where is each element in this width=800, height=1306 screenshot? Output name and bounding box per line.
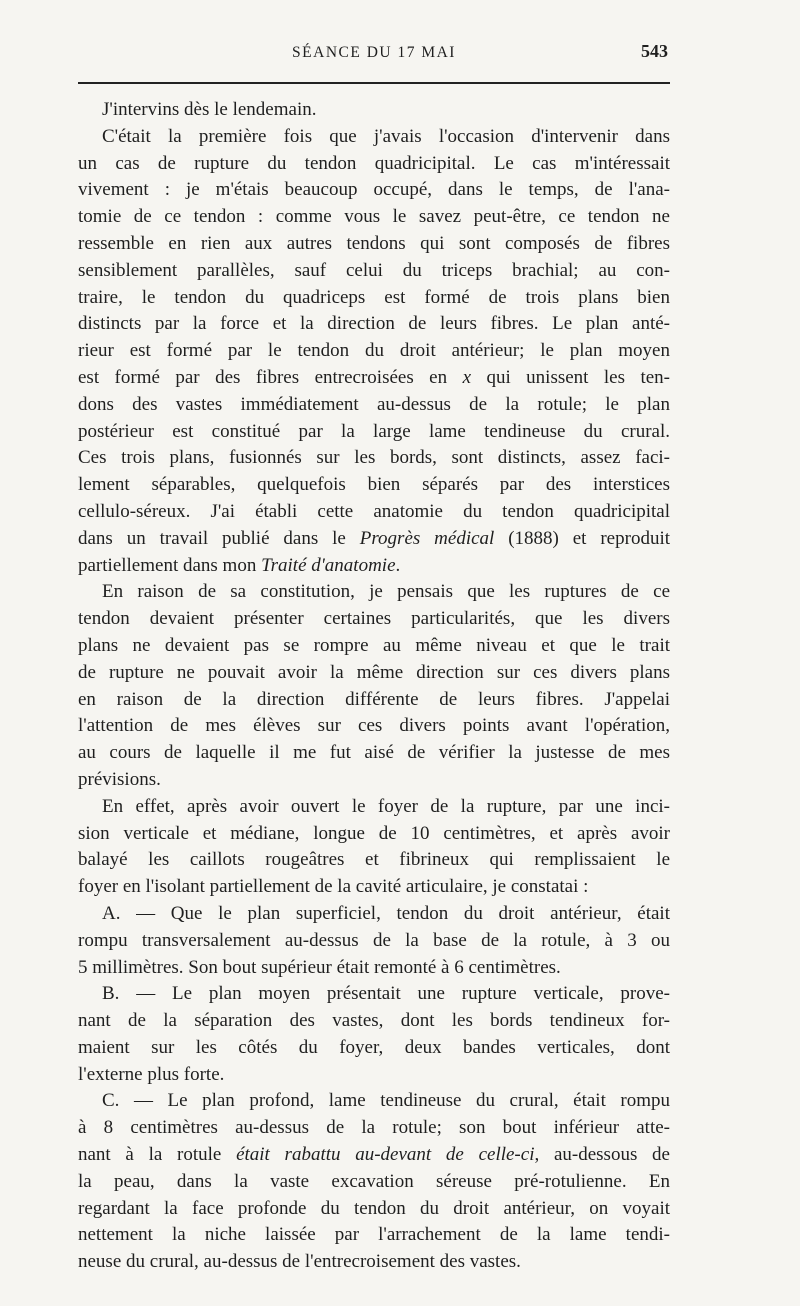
text-line-italic: Progrès médical bbox=[359, 527, 495, 549]
text-line-main: en raison de la direction différente de leurs fibres. J'appelai bbox=[78, 688, 670, 710]
text-line bbox=[78, 311, 670, 338]
text-line bbox=[78, 97, 670, 124]
text-line bbox=[78, 1115, 670, 1142]
text-line-main: J'intervins dès le lendemain. bbox=[102, 99, 317, 120]
text-line bbox=[78, 472, 670, 499]
text-line-main: l'externe plus forte. bbox=[78, 1063, 225, 1085]
text-line-main: au cours de laquelle il me fut aisé de vérifier la justesse de mes bbox=[78, 742, 670, 764]
text-line-main: A. — Que le plan superficiel, tendon du droit antérieur, était bbox=[102, 902, 670, 924]
text-line-main: maient sur les côtés du foyer, deux bandes verticales, dont bbox=[78, 1036, 670, 1058]
text-line bbox=[78, 821, 670, 848]
text-line-main: nant à la rotule bbox=[78, 1144, 237, 1166]
text-line-main: de rupture ne pouvait avoir la même direction sur ces divers plans bbox=[78, 661, 670, 683]
text-line-main: En raison de sa constitution, je pensais que les ruptures de ce bbox=[102, 581, 670, 603]
text-line-main: traire, le tendon du quadriceps est formé de trois plans bien bbox=[78, 286, 670, 308]
text-line bbox=[78, 285, 670, 312]
text-line bbox=[78, 1249, 670, 1276]
text-line bbox=[78, 1088, 670, 1115]
text-line-main: prévisions. bbox=[78, 768, 161, 790]
body-text bbox=[78, 97, 670, 1276]
text-line-main: rompu transversalement au-dessus de la base de la rotule, à 3 ou bbox=[78, 929, 670, 951]
text-line bbox=[78, 579, 670, 606]
text-line bbox=[78, 392, 670, 419]
text-line bbox=[78, 231, 670, 258]
text-line-main: lement séparables, quelquefois bien séparés par des interstices bbox=[78, 474, 670, 496]
text-line-main: foyer en l'isolant partiellement de la cavité articulaire, je constatai : bbox=[78, 876, 589, 898]
text-line-italic: Traité d'anatomie bbox=[261, 554, 396, 576]
text-line-main: à 8 centimètres au-dessus de la rotule; son bout inférieur atte- bbox=[78, 1117, 670, 1139]
text-line-main: tendon devaient présenter certaines particularités, que les divers bbox=[78, 608, 670, 630]
text-line bbox=[78, 445, 670, 472]
text-line bbox=[78, 1035, 670, 1062]
text-line-italic: était rabattu au-devant de celle-ci bbox=[236, 1144, 535, 1166]
text-line-main: ressemble en rien aux autres tendons qui sont composés de fibres bbox=[78, 232, 670, 254]
text-line-main: la peau, dans la vaste excavation séreuse pré-rotulienne. En bbox=[78, 1170, 670, 1192]
text-line-main: un cas de rupture du tendon quadricipital. Le cas m'intéressait bbox=[78, 152, 670, 174]
text-line bbox=[78, 928, 670, 955]
text-line bbox=[78, 419, 670, 446]
text-line bbox=[78, 553, 670, 580]
text-line-tail: (1888) et reproduit bbox=[494, 527, 670, 549]
text-line bbox=[78, 258, 670, 285]
text-line-main: postérieur est constitué par la large lame tendineuse du crural. bbox=[78, 420, 670, 442]
text-line-main: rieur est formé par le tendon du droit antérieur; le plan moyen bbox=[78, 340, 670, 362]
text-line bbox=[78, 901, 670, 928]
text-line-main: tomie de ce tendon : comme vous le savez peut-être, ce tendon ne bbox=[78, 206, 670, 228]
text-line-main: plans ne devaient pas se rompre au même niveau et que le trait bbox=[78, 634, 670, 656]
text-line-tail: , au-dessous de bbox=[534, 1144, 670, 1166]
text-line bbox=[78, 1196, 670, 1223]
text-line bbox=[78, 526, 670, 553]
page-number: 543 bbox=[641, 41, 668, 61]
text-line bbox=[78, 687, 670, 714]
text-line bbox=[78, 955, 670, 982]
text-line bbox=[78, 1222, 670, 1249]
text-line-main: En effet, après avoir ouvert le foyer de la rupture, par une inci- bbox=[102, 795, 670, 817]
page-header bbox=[78, 41, 670, 72]
text-line-main: distincts par la force et la direction de leurs fibres. Le plan anté- bbox=[78, 313, 670, 335]
text-line bbox=[78, 1062, 670, 1089]
running-head: SÉANCE DU 17 MAI bbox=[292, 44, 456, 61]
text-line bbox=[78, 1142, 670, 1169]
text-line-tail: qui unissent les ten- bbox=[471, 366, 670, 388]
text-line-main: C'était la première fois que j'avais l'occasion d'intervenir dans bbox=[102, 125, 670, 147]
text-line-main: partiellement dans mon bbox=[78, 554, 262, 576]
text-line bbox=[78, 981, 670, 1008]
text-line bbox=[78, 1169, 670, 1196]
text-line-main: B. — Le plan moyen présentait une rupture verticale, prove- bbox=[102, 983, 670, 1005]
text-line bbox=[78, 151, 670, 178]
text-line bbox=[78, 633, 670, 660]
header-rule bbox=[78, 82, 670, 84]
text-line-main: vivement : je m'étais beaucoup occupé, dans le temps, de l'ana- bbox=[78, 179, 670, 201]
text-line bbox=[78, 740, 670, 767]
text-line-main: dans un travail publié dans le bbox=[78, 527, 360, 549]
text-line bbox=[78, 1008, 670, 1035]
text-line-main: neuse du crural, au-dessus de l'entrecroisement des vastes. bbox=[78, 1251, 521, 1273]
text-line bbox=[78, 365, 670, 392]
text-line-main: regardant la face profonde du tendon du droit antérieur, on voyait bbox=[78, 1197, 670, 1219]
text-line bbox=[78, 606, 670, 633]
text-line-main: nant de la séparation des vastes, dont les bords tendineux for- bbox=[78, 1010, 670, 1032]
text-line bbox=[78, 204, 670, 231]
text-line bbox=[78, 767, 670, 794]
text-line-tail: . bbox=[395, 554, 401, 576]
text-line bbox=[78, 713, 670, 740]
text-line-main: sion verticale et médiane, longue de 10 centimètres, et après avoir bbox=[78, 822, 670, 844]
text-line bbox=[78, 177, 670, 204]
text-line-main: dons des vastes immédiatement au-dessus de la rotule; le plan bbox=[78, 393, 670, 415]
text-line-main: C. — Le plan profond, lame tendineuse du crural, était rompu bbox=[102, 1090, 670, 1112]
text-line bbox=[78, 338, 670, 365]
text-line-main: l'attention de mes élèves sur ces divers points avant l'opération, bbox=[78, 715, 670, 737]
text-line-main: sensiblement parallèles, sauf celui du triceps brachial; au con- bbox=[78, 259, 670, 281]
text-line bbox=[78, 847, 670, 874]
text-line bbox=[78, 660, 670, 687]
text-line-main: 5 millimètres. Son bout supérieur était remonté à 6 centimètres. bbox=[78, 956, 561, 978]
text-line-main: cellulo-séreux. J'ai établi cette anatomie du tendon quadricipital bbox=[78, 500, 670, 522]
text-line bbox=[78, 874, 670, 901]
text-line bbox=[78, 499, 670, 526]
text-line-main: Ces trois plans, fusionnés sur les bords, sont distincts, assez faci- bbox=[78, 447, 670, 469]
text-line bbox=[78, 794, 670, 821]
text-line-main: balayé les caillots rougeâtres et fibrineux qui remplissaient le bbox=[78, 849, 670, 871]
text-line-italic: x bbox=[462, 366, 471, 388]
text-line-main: est formé par des fibres entrecroisées en bbox=[78, 366, 463, 388]
text-line bbox=[78, 124, 670, 151]
text-line-main: nettement la niche laissée par l'arrachement de la lame tendi- bbox=[78, 1224, 670, 1246]
